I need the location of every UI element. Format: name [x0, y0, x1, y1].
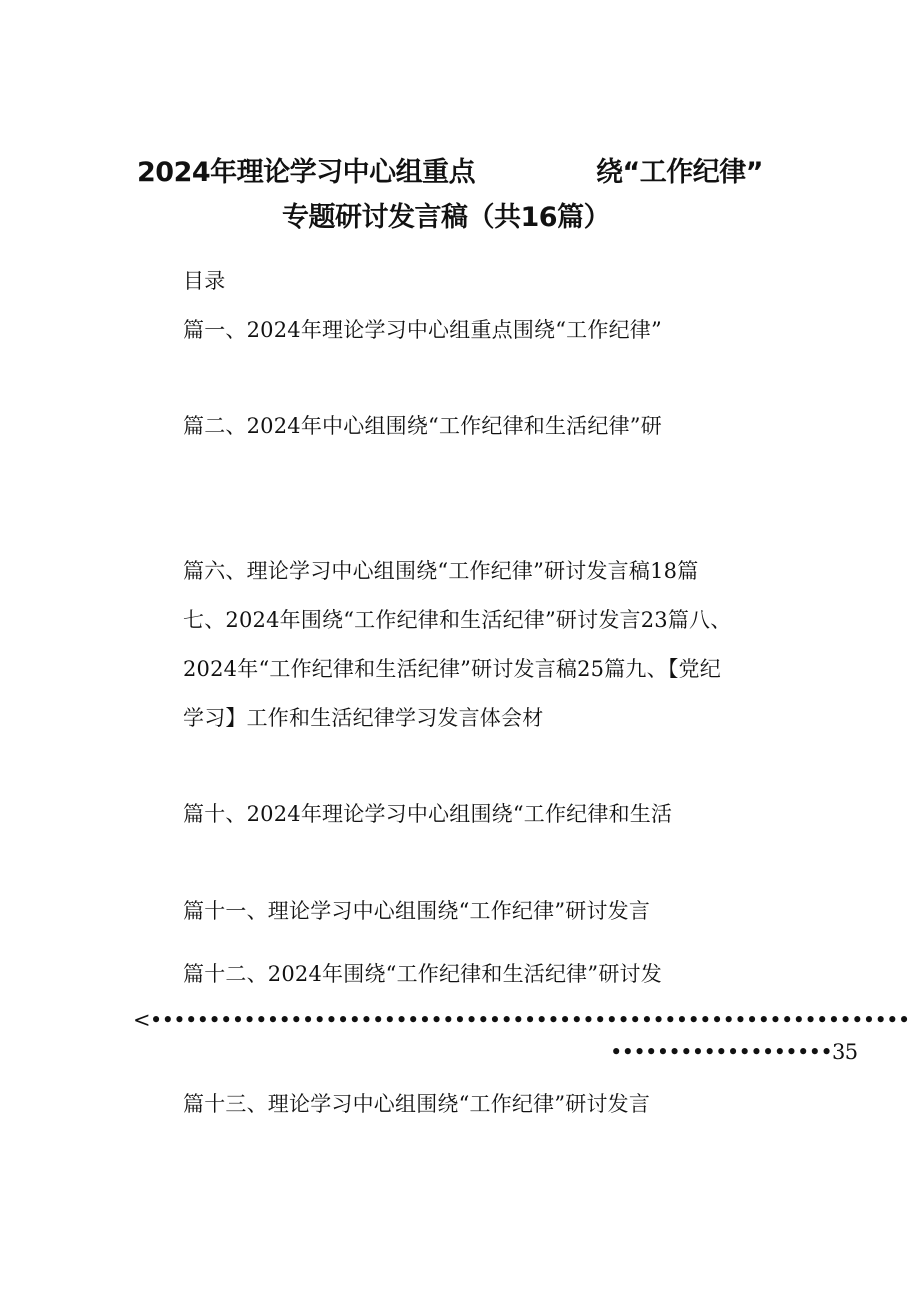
toc-leader-line: <••••••••••••••••••••••••••••••••••••••••••••••••••••••••••••••••• — [133, 1008, 910, 1032]
toc-item-9: 学习】工作和生活纪律学习发言体会材 — [183, 706, 544, 730]
toc-item-1: 篇一、2024年理论学习中心组重点围绕“工作纪律” — [183, 318, 662, 342]
toc-heading: 目录 — [183, 269, 226, 293]
toc-item-11: 篇十一、理论学习中心组围绕“工作纪律”研讨发言 — [183, 899, 651, 923]
title-line1-right: 绕“工作纪律” — [596, 157, 763, 188]
toc-leader-tail: •••••••••••••••••••35 — [610, 1040, 858, 1064]
toc-item-13: 篇十三、理论学习中心组围绕“工作纪律”研讨发言 — [183, 1092, 651, 1116]
title-line1-left: 2024年理论学习中心组重点 — [137, 157, 476, 188]
toc-item-7: 七、2024年围绕“工作纪律和生活纪律”研讨发言23篇八、 — [183, 608, 732, 632]
toc-item-12: 篇十二、2024年围绕“工作纪律和生活纪律”研讨发 — [183, 962, 662, 986]
toc-item-8: 2024年“工作纪律和生活纪律”研讨发言稿25篇九、【党纪 — [183, 657, 721, 681]
toc-item-10: 篇十、2024年理论学习中心组围绕“工作纪律和生活 — [183, 802, 673, 826]
toc-item-2: 篇二、2024年中心组围绕“工作纪律和生活纪律”研 — [183, 414, 662, 438]
title-line2: 专题研讨发言稿（共16篇） — [282, 202, 611, 233]
toc-item-6: 篇六、理论学习中心组围绕“工作纪律”研讨发言稿18篇 — [183, 559, 699, 583]
